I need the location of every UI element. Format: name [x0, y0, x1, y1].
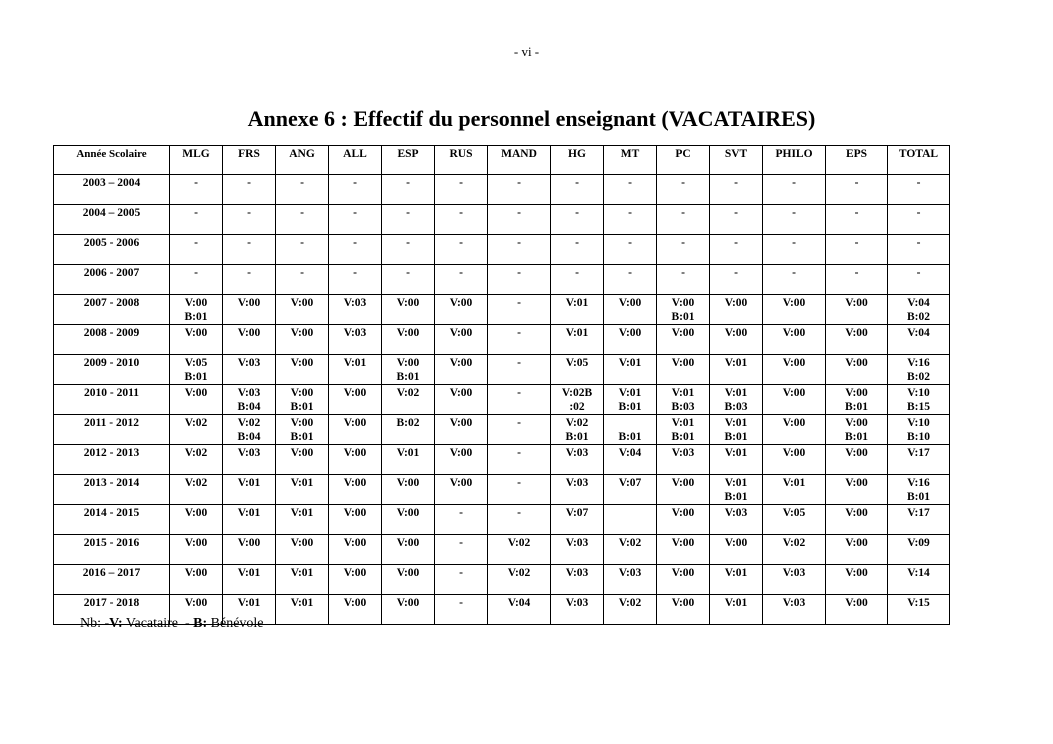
- page-number: - vi -: [513, 44, 540, 59]
- value-cell: V:05: [763, 505, 826, 535]
- value-cell: V:02: [382, 385, 435, 415]
- value-cell: -: [329, 265, 382, 295]
- table-row: [54, 475, 950, 505]
- value-cell: -: [488, 355, 551, 385]
- value-cell: -: [604, 235, 657, 265]
- value-cell: -: [488, 445, 551, 475]
- value-cell: V:03: [551, 565, 604, 595]
- note-b-key: B:: [193, 616, 208, 631]
- value-cell: V:01: [223, 565, 276, 595]
- value-cell: -: [329, 175, 382, 205]
- value-cell: -: [170, 205, 223, 235]
- value-cell: -: [223, 175, 276, 205]
- value-cell: V:02 B:01: [551, 415, 604, 445]
- value-cell: -: [170, 235, 223, 265]
- value-cell: V:00: [329, 535, 382, 565]
- table-row: [54, 565, 950, 595]
- value-cell: V:03: [223, 445, 276, 475]
- value-cell: V:00: [826, 325, 888, 355]
- value-cell: V:00: [435, 475, 488, 505]
- year-cell: 2005 - 2006: [54, 235, 170, 265]
- table-header-row: [54, 146, 950, 175]
- value-cell: -: [710, 235, 763, 265]
- value-cell: -: [826, 175, 888, 205]
- value-cell: V:01 B:01: [657, 415, 710, 445]
- value-cell: -: [657, 265, 710, 295]
- note-b-text: Bénévole: [207, 616, 264, 631]
- table-row: [54, 325, 950, 355]
- value-cell: V:03: [657, 445, 710, 475]
- value-cell: V:00: [329, 505, 382, 535]
- value-cell: V:02: [170, 475, 223, 505]
- value-cell: V:00: [276, 535, 329, 565]
- value-cell: V:00: [435, 415, 488, 445]
- table-row: [54, 415, 950, 445]
- value-cell: -: [888, 205, 950, 235]
- value-cell: V:00: [657, 325, 710, 355]
- table-row: [54, 445, 950, 475]
- column-header: RUS: [435, 146, 488, 175]
- value-cell: -: [488, 385, 551, 415]
- value-cell: V:01: [551, 295, 604, 325]
- value-cell: V:00: [276, 355, 329, 385]
- value-cell: V:00: [382, 325, 435, 355]
- value-cell: V:02: [170, 415, 223, 445]
- column-header: MLG: [170, 146, 223, 175]
- value-cell: -: [488, 235, 551, 265]
- value-cell: -: [488, 175, 551, 205]
- value-cell: -: [170, 265, 223, 295]
- value-cell: V:00: [435, 325, 488, 355]
- value-cell: V:01 B:01: [604, 385, 657, 415]
- value-cell: -: [382, 265, 435, 295]
- value-cell: V:00: [223, 295, 276, 325]
- value-cell: V:00: [710, 295, 763, 325]
- value-cell: -: [826, 235, 888, 265]
- column-header: HG: [551, 146, 604, 175]
- value-cell: V:02: [170, 445, 223, 475]
- value-cell: -: [488, 505, 551, 535]
- value-cell: V:03: [329, 325, 382, 355]
- table-row: [54, 175, 950, 205]
- value-cell: V:07: [551, 505, 604, 535]
- value-cell: V:02B :02: [551, 385, 604, 415]
- value-cell: V:02: [488, 535, 551, 565]
- value-cell: V:02: [763, 535, 826, 565]
- value-cell: V:00: [276, 295, 329, 325]
- value-cell: -: [826, 205, 888, 235]
- value-cell: V:05: [551, 355, 604, 385]
- value-cell: V:00: [223, 325, 276, 355]
- value-cell: V:04: [604, 445, 657, 475]
- value-cell: V:00: [763, 385, 826, 415]
- value-cell: -: [488, 205, 551, 235]
- value-cell: V:00: [657, 475, 710, 505]
- value-cell: V:00: [170, 565, 223, 595]
- value-cell: V:03: [551, 535, 604, 565]
- value-cell: V:00 B:01: [657, 295, 710, 325]
- value-cell: V:00: [826, 355, 888, 385]
- value-cell: -: [888, 235, 950, 265]
- value-cell: V:01 B:01: [710, 475, 763, 505]
- value-cell: V:01: [710, 565, 763, 595]
- value-cell: -: [329, 235, 382, 265]
- value-cell: V:00: [604, 325, 657, 355]
- value-cell: -: [435, 265, 488, 295]
- year-cell: 2009 - 2010: [54, 355, 170, 385]
- value-cell: -: [888, 175, 950, 205]
- value-cell: V:00: [604, 295, 657, 325]
- column-header: TOTAL: [888, 146, 950, 175]
- value-cell: V:01: [382, 445, 435, 475]
- column-header: PHILO: [763, 146, 826, 175]
- value-cell: V:01 B:03: [657, 385, 710, 415]
- value-cell: -: [223, 235, 276, 265]
- value-cell: -: [551, 235, 604, 265]
- value-cell: V:02: [604, 595, 657, 625]
- value-cell: -: [276, 265, 329, 295]
- document-title: Annexe 6 : Effectif du personnel enseignant (VACATAIRES): [247, 106, 816, 131]
- value-cell: V:00: [329, 565, 382, 595]
- value-cell: V:00: [826, 595, 888, 625]
- value-cell: V:00 B:01: [170, 295, 223, 325]
- value-cell: V:00: [223, 535, 276, 565]
- value-cell: -: [435, 205, 488, 235]
- value-cell: V:00: [435, 295, 488, 325]
- value-cell: -: [435, 595, 488, 625]
- value-cell: V:00: [826, 505, 888, 535]
- value-cell: V:00: [763, 415, 826, 445]
- value-cell: B:02: [382, 415, 435, 445]
- value-cell: -: [826, 265, 888, 295]
- column-header: MAND: [488, 146, 551, 175]
- table-row: [54, 355, 950, 385]
- note-prefix: Nb: -: [80, 616, 110, 631]
- value-cell: -: [435, 535, 488, 565]
- value-cell: V:01 B:03: [710, 385, 763, 415]
- table-row: [54, 535, 950, 565]
- value-cell: V:00: [382, 295, 435, 325]
- value-cell: V:00: [329, 385, 382, 415]
- value-cell: -: [488, 415, 551, 445]
- legend-note: [80, 616, 264, 632]
- table-row: [54, 235, 950, 265]
- year-cell: 2008 - 2009: [54, 325, 170, 355]
- value-cell: V:00 B:01: [276, 415, 329, 445]
- value-cell: V:04 B:02: [888, 295, 950, 325]
- year-cell: 2006 - 2007: [54, 265, 170, 295]
- value-cell: V:01: [223, 595, 276, 625]
- column-header: ESP: [382, 146, 435, 175]
- value-cell: -: [170, 175, 223, 205]
- column-header: Année Scolaire: [54, 146, 170, 175]
- value-cell: V:09: [888, 535, 950, 565]
- value-cell: V:00: [329, 445, 382, 475]
- year-cell: 2014 - 2015: [54, 505, 170, 535]
- value-cell: V:00: [329, 595, 382, 625]
- value-cell: V:00: [710, 535, 763, 565]
- value-cell: -: [488, 295, 551, 325]
- year-cell: 2007 - 2008: [54, 295, 170, 325]
- value-cell: -: [604, 205, 657, 235]
- value-cell: -: [276, 235, 329, 265]
- value-cell: V:00: [657, 595, 710, 625]
- value-cell: V:00: [763, 325, 826, 355]
- value-cell: V:00: [763, 295, 826, 325]
- value-cell: V:00: [276, 445, 329, 475]
- value-cell: V:00: [826, 295, 888, 325]
- value-cell: V:03: [329, 295, 382, 325]
- table-row: [54, 265, 950, 295]
- value-cell: -: [604, 265, 657, 295]
- year-cell: 2015 - 2016: [54, 535, 170, 565]
- value-cell: V:02: [488, 565, 551, 595]
- note-v-text: Vacataire -: [122, 616, 194, 631]
- value-cell: V:00: [657, 565, 710, 595]
- value-cell: V:17: [888, 445, 950, 475]
- value-cell: V:01 B:01: [710, 415, 763, 445]
- value-cell: V:03 B:04: [223, 385, 276, 415]
- value-cell: V:00: [435, 385, 488, 415]
- value-cell: V:16 B:01: [888, 475, 950, 505]
- value-cell: V:02 B:04: [223, 415, 276, 445]
- year-cell: 2003 – 2004: [54, 175, 170, 205]
- value-cell: -: [382, 175, 435, 205]
- value-cell: -: [276, 205, 329, 235]
- value-cell: V:03: [223, 355, 276, 385]
- column-header: SVT: [710, 146, 763, 175]
- table-row: [54, 295, 950, 325]
- value-cell: V:00: [170, 325, 223, 355]
- value-cell: V:00: [826, 565, 888, 595]
- value-cell: V:00: [170, 535, 223, 565]
- value-cell: -: [435, 175, 488, 205]
- value-cell: V:00: [826, 475, 888, 505]
- value-cell: V:03: [551, 595, 604, 625]
- value-cell: V:01: [276, 505, 329, 535]
- value-cell: V:10 B:15: [888, 385, 950, 415]
- value-cell: -: [888, 265, 950, 295]
- value-cell: V:00: [435, 445, 488, 475]
- value-cell: V:00: [382, 475, 435, 505]
- value-cell: V:03: [763, 595, 826, 625]
- value-cell: -: [657, 235, 710, 265]
- value-cell: -: [763, 205, 826, 235]
- value-cell: V:01: [329, 355, 382, 385]
- value-cell: V:17: [888, 505, 950, 535]
- value-cell: V:03: [551, 475, 604, 505]
- column-header: ANG: [276, 146, 329, 175]
- value-cell: -: [435, 565, 488, 595]
- value-cell: V:00: [826, 445, 888, 475]
- value-cell: -: [551, 205, 604, 235]
- value-cell: -: [435, 505, 488, 535]
- year-cell: 2017 - 2018: [54, 595, 170, 625]
- value-cell: V:00: [170, 385, 223, 415]
- table-row: [54, 505, 950, 535]
- value-cell: V:05 B:01: [170, 355, 223, 385]
- value-cell: V:03: [763, 565, 826, 595]
- value-cell: -: [276, 175, 329, 205]
- year-cell: 2012 - 2013: [54, 445, 170, 475]
- value-cell: -: [223, 205, 276, 235]
- column-header: PC: [657, 146, 710, 175]
- value-cell: V:01: [710, 355, 763, 385]
- value-cell: -: [604, 175, 657, 205]
- value-cell: V:01: [276, 565, 329, 595]
- value-cell: V:00 B:01: [382, 355, 435, 385]
- value-cell: V:00: [276, 325, 329, 355]
- column-header: ALL: [329, 146, 382, 175]
- table-row: [54, 385, 950, 415]
- value-cell: V:10 B:10: [888, 415, 950, 445]
- value-cell: V:01: [276, 475, 329, 505]
- value-cell: V:01: [710, 595, 763, 625]
- value-cell: [604, 505, 657, 535]
- value-cell: V:00: [382, 535, 435, 565]
- value-cell: V:00: [329, 415, 382, 445]
- value-cell: V:03: [604, 565, 657, 595]
- value-cell: V:00: [329, 475, 382, 505]
- year-cell: 2011 - 2012: [54, 415, 170, 445]
- value-cell: V:00: [657, 355, 710, 385]
- value-cell: V:01: [276, 595, 329, 625]
- value-cell: V:00 B:01: [826, 385, 888, 415]
- value-cell: -: [710, 175, 763, 205]
- value-cell: V:00: [382, 595, 435, 625]
- value-cell: V:00: [382, 505, 435, 535]
- value-cell: -: [329, 205, 382, 235]
- value-cell: -: [763, 265, 826, 295]
- table-row: [54, 205, 950, 235]
- value-cell: -: [488, 325, 551, 355]
- value-cell: -: [710, 265, 763, 295]
- value-cell: V:01: [604, 355, 657, 385]
- value-cell: -: [551, 175, 604, 205]
- year-cell: 2004 – 2005: [54, 205, 170, 235]
- value-cell: V:00: [763, 355, 826, 385]
- year-cell: 2010 - 2011: [54, 385, 170, 415]
- value-cell: V:00: [170, 595, 223, 625]
- value-cell: V:01: [763, 475, 826, 505]
- staff-table: [53, 145, 950, 625]
- value-cell: -: [488, 475, 551, 505]
- value-cell: V:01: [223, 475, 276, 505]
- value-cell: V:03: [551, 445, 604, 475]
- value-cell: B:01: [604, 415, 657, 445]
- note-v-key: V:: [109, 616, 123, 631]
- value-cell: V:07: [604, 475, 657, 505]
- value-cell: V:01: [551, 325, 604, 355]
- column-header: EPS: [826, 146, 888, 175]
- column-header: MT: [604, 146, 657, 175]
- value-cell: V:00: [710, 325, 763, 355]
- value-cell: -: [382, 235, 435, 265]
- value-cell: V:03: [710, 505, 763, 535]
- value-cell: V:01: [710, 445, 763, 475]
- value-cell: V:04: [888, 325, 950, 355]
- value-cell: -: [657, 175, 710, 205]
- value-cell: V:02: [604, 535, 657, 565]
- value-cell: V:04: [488, 595, 551, 625]
- value-cell: V:00: [657, 505, 710, 535]
- value-cell: V:00: [826, 535, 888, 565]
- value-cell: -: [223, 265, 276, 295]
- value-cell: -: [763, 235, 826, 265]
- value-cell: -: [763, 175, 826, 205]
- value-cell: V:16 B:02: [888, 355, 950, 385]
- value-cell: -: [710, 205, 763, 235]
- value-cell: V:00: [763, 445, 826, 475]
- value-cell: V:00: [382, 565, 435, 595]
- value-cell: V:00 B:01: [826, 415, 888, 445]
- value-cell: V:00 B:01: [276, 385, 329, 415]
- value-cell: -: [382, 205, 435, 235]
- value-cell: V:01: [223, 505, 276, 535]
- value-cell: V:00: [657, 535, 710, 565]
- value-cell: V:15: [888, 595, 950, 625]
- value-cell: -: [488, 265, 551, 295]
- value-cell: -: [657, 205, 710, 235]
- value-cell: V:00: [170, 505, 223, 535]
- value-cell: -: [551, 265, 604, 295]
- year-cell: 2016 – 2017: [54, 565, 170, 595]
- value-cell: V:00: [435, 355, 488, 385]
- column-header: FRS: [223, 146, 276, 175]
- year-cell: 2013 - 2014: [54, 475, 170, 505]
- value-cell: -: [435, 235, 488, 265]
- value-cell: V:14: [888, 565, 950, 595]
